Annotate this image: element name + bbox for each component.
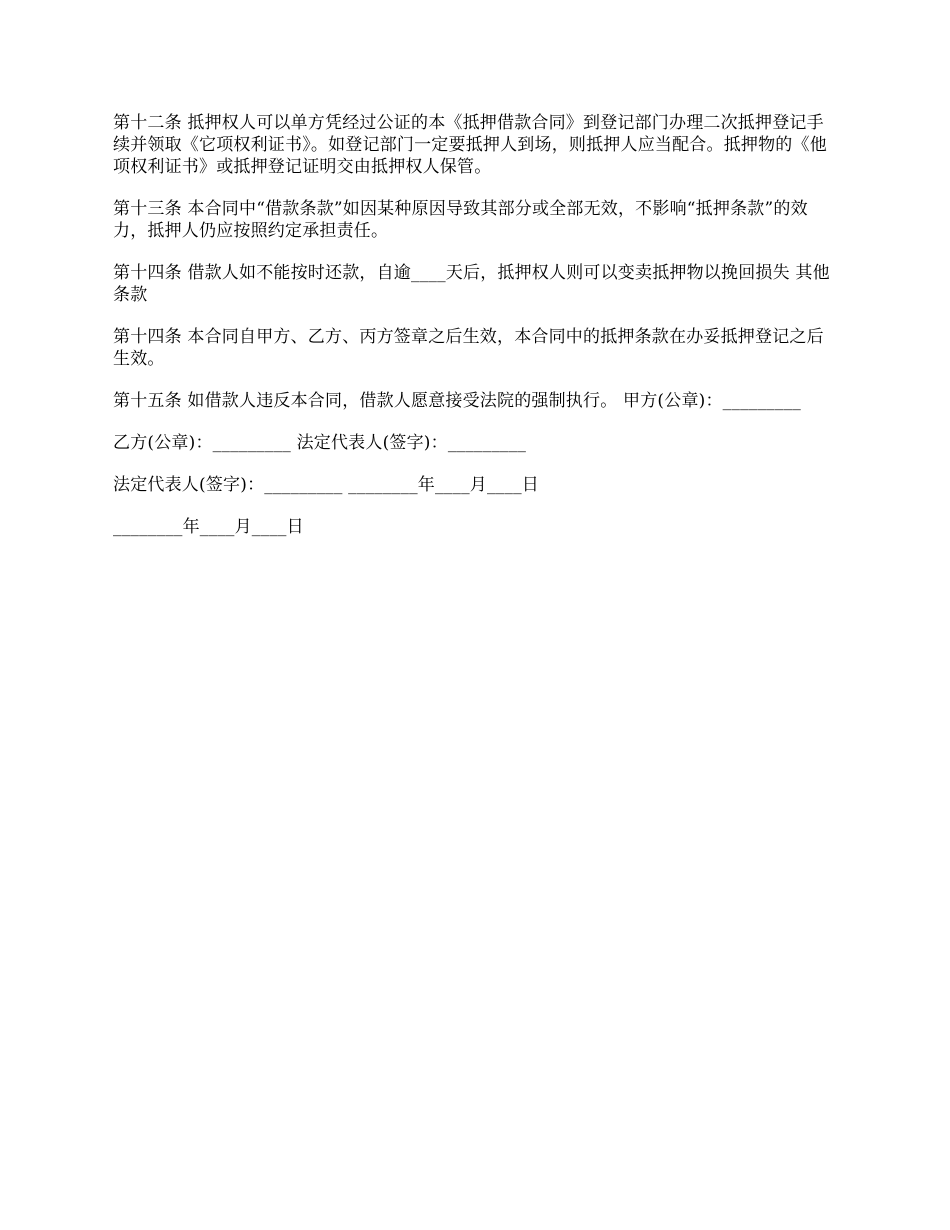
date-line: ________年____月____日 <box>113 517 304 537</box>
clause-13: 第十三条 本合同中“借款条款”如因某种原因导致其部分或全部无效，不影响“抵押条款”的效力，抵押人仍应按照约定承担责任。 <box>113 199 808 241</box>
clause-15-party-a: 第十五条 如借款人违反本合同，借款人愿意接受法院的强制执行。 甲方(公章)：_________ <box>113 391 801 411</box>
clause-14-repayment: 第十四条 借款人如不能按时还款，自逾____天后，抵押权人则可以变卖抵押物以挽回损失 其他条款 <box>113 263 830 305</box>
clause-14-effect: 第十四条 本合同自甲方、乙方、丙方签章之后生效，本合同中的抵押条款在办妥抵押登记之后生效。 <box>113 327 824 369</box>
representative-signature-line: 法定代表人(签字)：_________ ________年____月____日 <box>113 475 539 495</box>
document-body <box>113 112 837 538</box>
party-b-signature-line: 乙方(公章)：_________ 法定代表人(签字)：_________ <box>113 433 527 453</box>
clause-12: 第十二条 抵押权人可以单方凭经过公证的本《抵押借款合同》到登记部门办理二次抵押登记手续并领取《它项权利证书》。如登记部门一定要抵押人到场，则抵押人应当配合。抵押物的《他项权利证书》或抵押登记证明交由抵押权人保管。 <box>113 113 827 177</box>
